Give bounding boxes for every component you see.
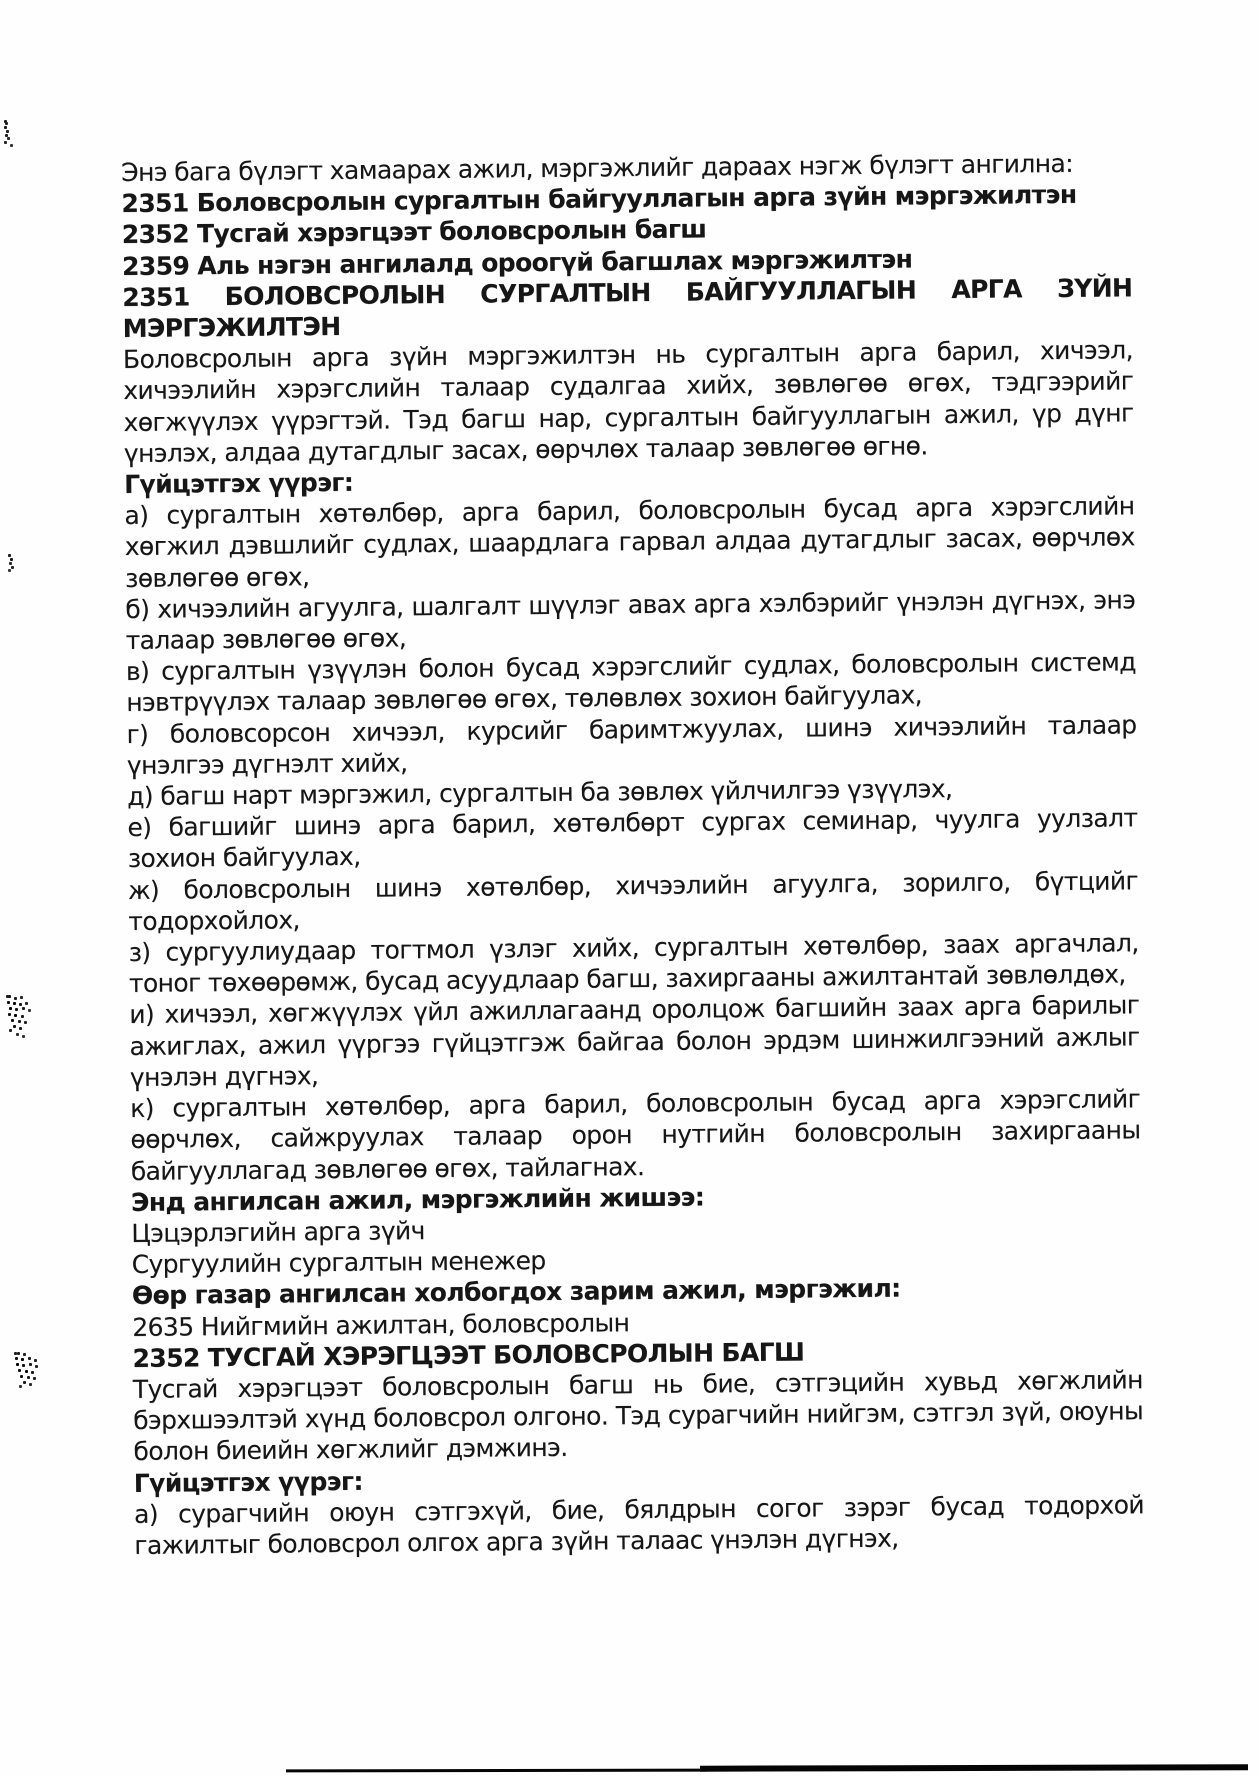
example-item: Цэцэрлэгийн арга зүйч (131, 1216, 425, 1248)
scan-smudge (4, 120, 7, 123)
example-item: Сургуулийн сургалтын менежер (131, 1246, 546, 1280)
duties-label-2351: Гүйцэтгэх үүрэг: (124, 467, 354, 500)
duty-item: ж) боловсролын шинэ хөтөлбөр, хичээлийн агуулга, зорилго, бүтцийг тодорхойлох, (127, 865, 1139, 936)
duty-item: д) багш нарт мэргэжил, сургалтын ба зөвлөх үйлчилгээ үзүүлэх, (127, 774, 953, 812)
section-2352-description: Тусгай хэрэгцээт боловсролын багш нь бие, сэтгэцийн хувьд хөгжлийн бэрхшээлтэй хүнд боловсрол олгоно. Тэд сурагчийн нийгэм, сэтгэл зүй, оюуны болон биеийн хөгжлийг дэмжинэ. (132, 1365, 1144, 1467)
scan-edge-line (700, 1764, 1248, 1771)
classification-item-2352: 2352 Тусгай хэрэгцээт боловсролын багш (121, 214, 707, 250)
examples-label: Энд ангилсан ажил, мэргэжлийн жишээ: (130, 1182, 705, 1217)
classification-item-2359: 2359 Аль нэгэн ангилалд ороогүй багшлах мэргэжилтэн (121, 244, 913, 281)
section-2351-description: Боловсролын арга зүйн мэргэжилтэн нь сургалтын арга барил, хичээл, хичээлийн хэрэгслийн талаар судалгаа хийх, зөвлөгөө өгөх, тэдгээрийг хөгжүүлэх үүрэгтэй. Тэд багш нар, сургалтын байгууллагын ажил, үр дүнг үнэлэх, алдаа дутагдлыг засах, өөрчлөх талаар зөвлөгөө өгнө. (122, 335, 1134, 468)
scan-smudge (8, 554, 11, 557)
duty-item: е) багшийг шинэ арга барил, хөтөлбөрт сургах семинар, чуулга уулзалт зохион байгуулах, (127, 803, 1138, 874)
classification-item-2351: 2351 Боловсролын сургалтын байгууллагын арга зүйн мэргэжилтэн (121, 180, 1077, 219)
duty-item: и) хичээл, хөгжүүлэх үйл ажиллагаанд оролцож багшийн заах арга барилыг ажиглах, ажил үүргээ гүйцэтгэж байгаа болон эрдэм шинжилгээний ажлыг үнэлэн дүгнэх, (129, 990, 1140, 1092)
duty-item: г) боловсорсон хичээл, курсийг баримтжуулах, шинэ хичээлийн талаар үнэлгээ дүгнэлт хийх, (126, 709, 1137, 780)
scan-smudge (6, 995, 9, 998)
duties-label-2352: Гүйцэтгэх үүрэг: (133, 1466, 363, 1498)
duty-item: в) сургалтын үзүүлэн болон бусад хэрэгслийг судлах, боловсролын системд нэвтрүүлэх талаар зөвлөгөө өгөх, төлөвлөх зохион байгуулах, (125, 647, 1137, 718)
intro-line: Энэ бага бүлэгт хамаарах ажил, мэргэжлийг дараах нэгж бүлэгт ангилна: (121, 148, 1074, 187)
duty-item: а) сурагчийн оюун сэтгэхүй, бие, бялдрын согог зэрэг бусад тодорхой гажилтыг боловсрол олгох арга зүйн талаас үнэлэн дүгнэх, (133, 1489, 1145, 1560)
duty-item: б) хичээлийн агуулга, шалгалт шүүлэг авах арга хэлбэрийг үнэлэн дүгнэх, энэ талаар зөвлөгөө өгөх, (125, 585, 1136, 656)
document-body (121, 147, 1144, 1561)
related-label: Өөр газар ангилсан холбогдох зарим ажил, мэргэжил: (131, 1273, 901, 1311)
duty-item: з) сургуулиудаар тогтмол үзлэг хийх, сургалтын хөтөлбөр, заах аргачлал, тоног төхөөрөмж, бусад асуудлаар багш, захиргааны ажилтантай зөвлөлдөх, (128, 928, 1139, 999)
section-2351-heading: 2351 БОЛОВСРОЛЫН СУРГАЛТЫН БАЙГУУЛЛАГЫН АРГА ЗҮЙН МЭРГЭЖИЛТЭН (122, 273, 1133, 344)
scan-smudge (14, 1352, 17, 1355)
section-2352-heading: 2352 ТУСГАЙ ХЭРЭГЦЭЭТ БОЛОВСРОЛЫН БАГШ (132, 1337, 805, 1373)
duty-item: к) сургалтын хөтөлбөр, арга барил, боловсролын бусад арга хэрэгслийг өөрчлөх, сайжруулах талаар орон нутгийн боловсролын захиргааны байгууллагад зөвлөгөө өгөх, тайлагнах. (129, 1084, 1141, 1186)
related-item: 2635 Нийгмийн ажилтан, боловсролын (132, 1307, 630, 1342)
duty-item: а) сургалтын хөтөлбөр, арга барил, боловсролын бусад арга хэрэгслийн хөгжил дэвшлийг судлах, шаардлага гарвал алдаа дутагдлыг засах, өөрчлөх зөвлөгөө өгөх, (124, 491, 1135, 593)
scan-edge-line (286, 1769, 706, 1773)
